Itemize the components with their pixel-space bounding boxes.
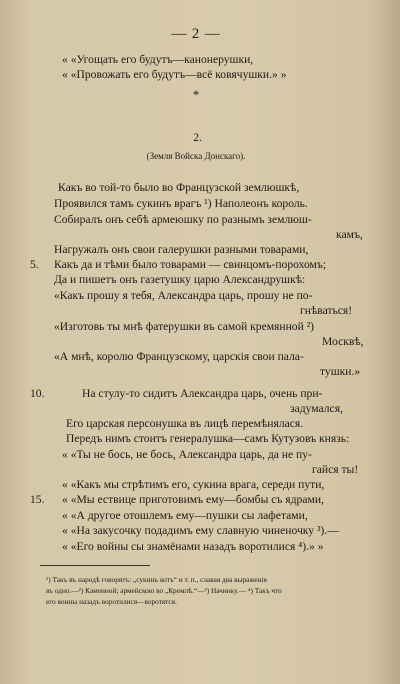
footnote-divider <box>40 565 150 566</box>
verse-line-continuation: Москвѣ, <box>322 335 364 348</box>
line-number: 15. <box>30 493 45 506</box>
verse-line-continuation: задумался, <box>290 402 343 415</box>
verse-line: « «Провожать его будутъ—всё ковячушки.» » <box>62 68 287 81</box>
verse-line-continuation: камъ, <box>336 228 363 241</box>
verse-line: « «Угощать его будутъ—канонерушки, <box>62 53 254 66</box>
verse-line: Какъ во той-то было во Французской землюшкѣ, <box>58 181 300 194</box>
verse-line: Проявился тамъ сукинъ врагъ ¹) Наполеонъ король. <box>54 197 308 210</box>
verse-line: « «А другое отошлемъ ему—пушки сы лафетами, <box>62 509 308 522</box>
verse-line: « «На закусочку подадимъ ему славную чиненочку ³).— <box>62 524 339 537</box>
section-number: 2. <box>193 131 202 144</box>
verse-line: « «Ты не бось, не бось, Александра царь, да не пу- <box>62 448 312 461</box>
line-number: 10. <box>30 387 45 400</box>
verse-line: Нагружалъ онъ свои галерушки разными товарами, <box>54 243 309 256</box>
footnote-line: ¹) Такъ въ народѣ говорятъ: „сукинъ котъ“ и т. п., славая два выраженія <box>46 575 267 584</box>
footnote-line: его воины назадъ воротилися—воротятся. <box>46 597 177 606</box>
line-number: 5. <box>30 258 39 271</box>
verse-line: « «Его войны сы знамёнами назадъ воротилися ⁴).» » <box>62 540 324 553</box>
verse-line: Передъ нимъ стоитъ генералушка—самъ Кутузовъ князь: <box>66 432 350 445</box>
verse-line: Его царская персонушка въ лицѣ перемѣнялася. <box>66 417 304 430</box>
verse-line: « «Какъ мы стрѣтимъ его, сукина врага, середи пути, <box>62 478 325 491</box>
section-subtitle: (Земля Войска Донскаго). <box>146 151 246 161</box>
verse-line-continuation: тушки.» <box>320 365 361 378</box>
verse-line: «Какъ прошу я тебя, Александра царь, прошу не по- <box>54 289 313 302</box>
verse-line: « «Мы ествице приготовимъ ему—бомбы съ ядрами, <box>62 493 324 506</box>
verse-line: «Изготовь ты мнѣ фатерушки въ самой кремянной ²) <box>54 320 315 333</box>
verse-line-continuation: гнѣваться! <box>300 304 353 317</box>
footnote-line: въ одно.—²) Каменной; армейскою во „Кремлѣ.“—³) Начинку.— ⁴) Такъ что <box>46 586 282 595</box>
asterisk-separator: * <box>192 87 200 102</box>
verse-line: На стулу-то сидитъ Александра царь, очень при- <box>82 387 323 400</box>
verse-line: Какъ да и тѣми было товарами — свинцомъ-порохомъ; <box>54 258 327 271</box>
verse-line: Собиралъ онъ себѣ армеюшку по разнымъ землюш- <box>54 213 312 226</box>
page-number: — 2 — <box>171 26 221 42</box>
verse-line: Да и пишетъ онъ газетушку царю Александрушкѣ: <box>54 273 306 286</box>
verse-line-continuation: гайся ты! <box>312 463 359 476</box>
verse-line: «А мнѣ, королю Французскому, царскія свои пала- <box>54 350 304 363</box>
